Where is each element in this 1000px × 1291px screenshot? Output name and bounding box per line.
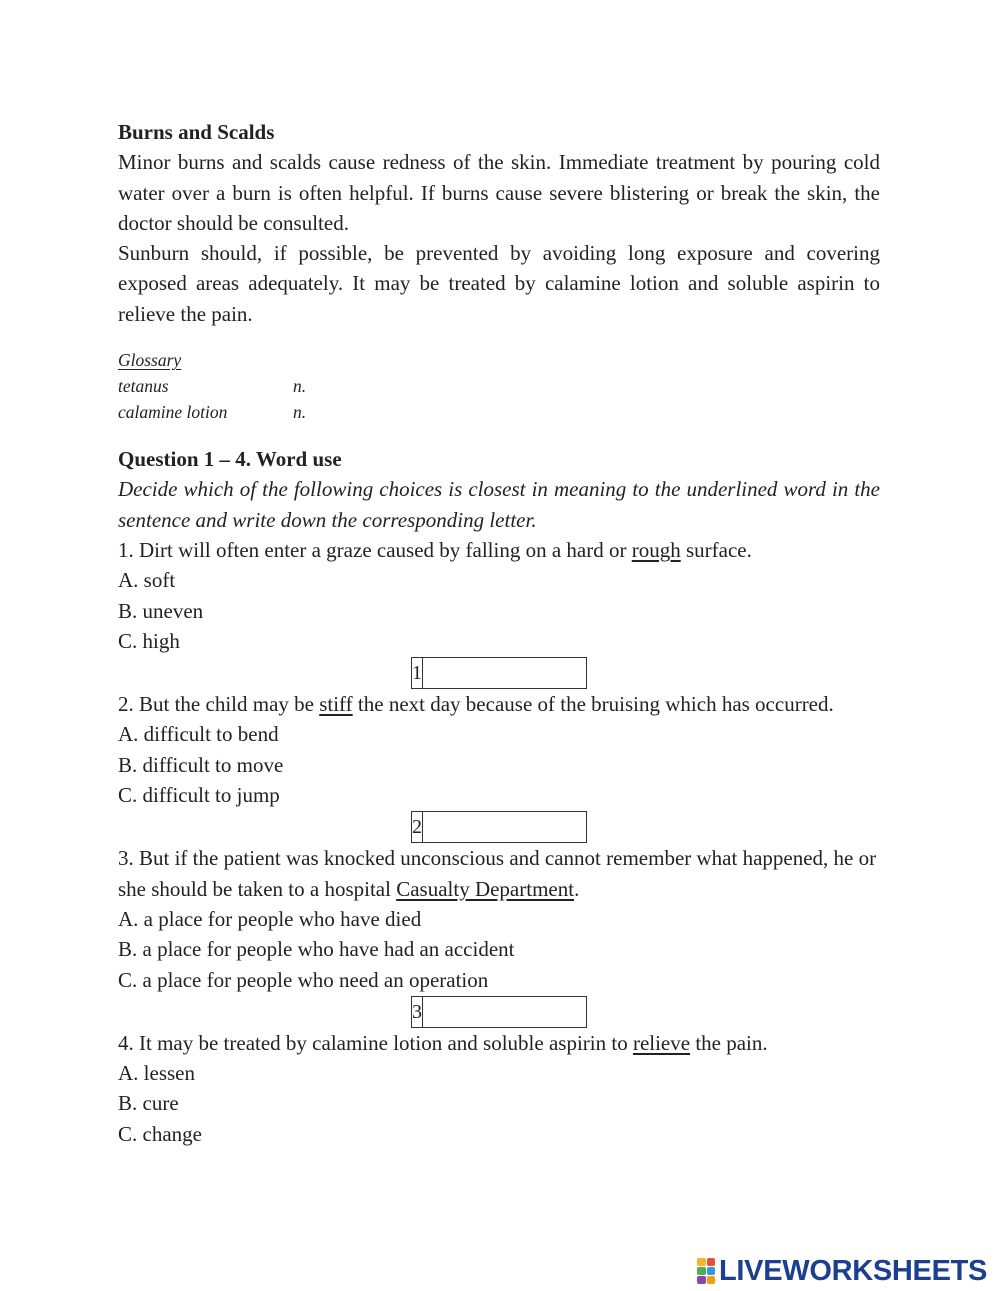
answer-input-1[interactable] <box>423 658 680 688</box>
glossary-term: tetanus <box>118 376 169 397</box>
question-2-option-c: C. difficult to jump <box>118 783 280 808</box>
worksheet-page <box>118 117 880 1149</box>
question-4-option-c: C. change <box>118 1121 202 1146</box>
question-4-option-b: B. cure <box>118 1091 179 1116</box>
glossary <box>118 347 880 425</box>
question-3-text: 3. But if the patient was knocked unconscious and cannot remember what happened, he or she should be taken to a hospital Casualty Department. <box>118 846 877 901</box>
glossary-heading: Glossary <box>118 350 182 371</box>
glossary-entry <box>118 373 880 399</box>
section-title: Burns and Scalds <box>118 120 275 144</box>
answer-box-3 <box>411 996 587 1028</box>
underlined-word: rough <box>631 537 681 562</box>
question-2-text: 2. But the child may be stiff the next day because of the bruising which has occurred. <box>118 692 834 717</box>
question-4-option-a: A. lessen <box>118 1061 195 1086</box>
question-1-option-a: A. soft <box>118 568 176 593</box>
underlined-word: relieve <box>632 1030 691 1055</box>
underlined-word: Casualty Department <box>396 876 575 901</box>
question-3-option-a: A. a place for people who have died <box>118 906 422 931</box>
glossary-entry <box>118 399 880 425</box>
glossary-term: calamine lotion <box>118 402 228 423</box>
answer-box-2 <box>411 811 587 843</box>
question-2-option-a: A. difficult to bend <box>118 722 279 747</box>
question-4-text: 4. It may be treated by calamine lotion and soluble aspirin to relieve the pain. <box>118 1030 768 1055</box>
answer-input-2[interactable] <box>423 812 680 842</box>
answer-box-number: 2 <box>412 812 423 842</box>
answer-row-3 <box>118 996 880 1028</box>
glossary-pos: n. <box>293 402 307 423</box>
question-1-text: 1. Dirt will often enter a graze caused by falling on a hard or rough surface. <box>118 537 752 562</box>
answer-input-3[interactable] <box>423 997 680 1027</box>
answer-row-1 <box>118 657 880 689</box>
answer-box-number: 1 <box>412 658 423 688</box>
section-paragraph-2: Sunburn should, if possible, be prevented by avoiding long exposure and covering exposed areas adequately. It may be treated by calamine lotion and soluble aspirin to relieve the pain. <box>118 241 880 326</box>
exercise-title: Question 1 – 4. Word use <box>118 447 342 472</box>
question-2-option-b: B. difficult to move <box>118 752 284 777</box>
liveworksheets-logo[interactable] <box>697 1256 987 1286</box>
question-3-option-b: B. a place for people who have had an accident <box>118 937 515 962</box>
question-3-option-c: C. a place for people who need an operation <box>118 967 489 992</box>
question-1-option-b: B. uneven <box>118 598 204 623</box>
underlined-word: stiff <box>319 692 353 717</box>
question-1-option-c: C. high <box>118 628 180 653</box>
answer-box-1 <box>411 657 587 689</box>
exercise-instructions: Decide which of the following choices is closest in meaning to the underlined word in the sentence and write down the corresponding letter. <box>118 477 880 532</box>
logo-text: LIVEWORKSHEETS <box>719 1254 988 1287</box>
answer-row-2 <box>118 811 880 843</box>
liveworksheets-logo-icon <box>697 1258 715 1284</box>
section-paragraph-1: Minor burns and scalds cause redness of the skin. Immediate treatment by pouring cold water over a burn is often helpful. If burns cause severe blistering or break the skin, the doctor should be consulted. <box>118 150 880 235</box>
answer-box-number: 3 <box>412 997 423 1027</box>
glossary-pos: n. <box>293 376 307 397</box>
